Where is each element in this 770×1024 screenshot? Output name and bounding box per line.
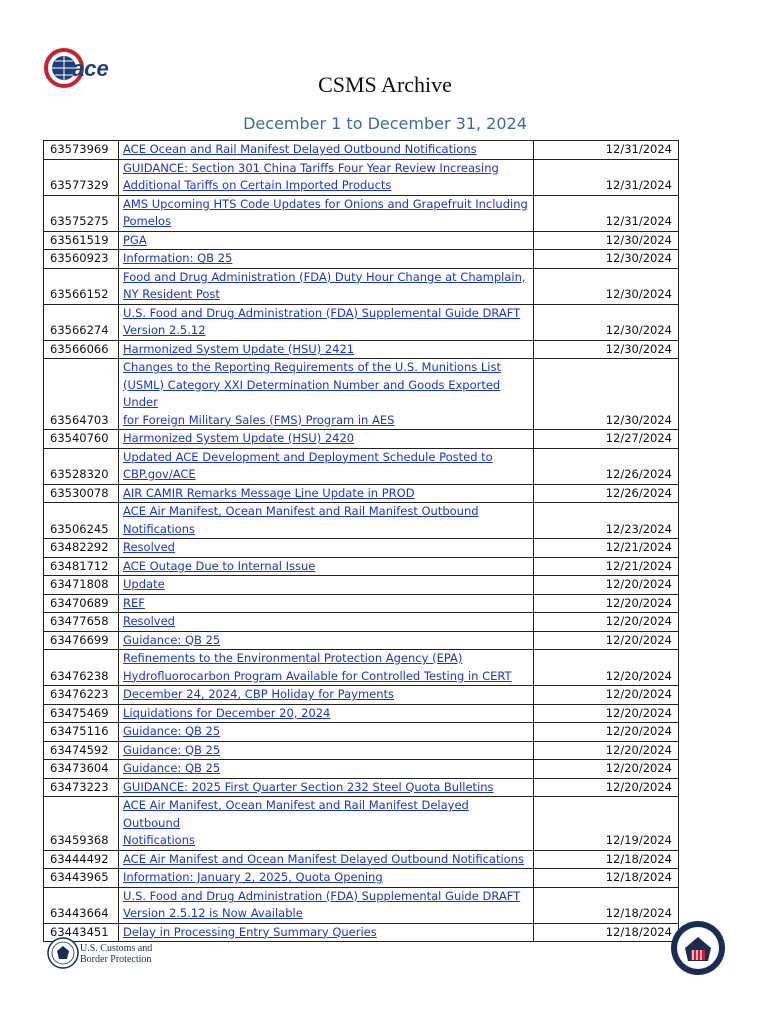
- subject-cell: [119, 159, 534, 195]
- page-title: CSMS Archive: [318, 72, 452, 97]
- subject-cell: [119, 250, 534, 269]
- subject-cell: [119, 141, 534, 160]
- csms-number: 63474592: [44, 741, 119, 760]
- table-row: [44, 923, 679, 942]
- cbp-agency-line1: U.S. Customs and: [80, 943, 153, 954]
- subject-link[interactable]: Harmonized System Update (HSU) 2421: [123, 341, 355, 356]
- subject-link[interactable]: Resolved: [123, 540, 175, 554]
- table-row: [44, 268, 679, 304]
- csms-number: 63475116: [44, 723, 119, 742]
- csms-number: 63561519: [44, 231, 119, 250]
- subject-cell: [119, 576, 534, 595]
- subject-link[interactable]: Guidance: QB 25: [123, 761, 221, 775]
- csms-number: 63577329: [44, 159, 119, 195]
- csms-number: 63530078: [44, 484, 119, 503]
- csms-number: 63476238: [44, 650, 119, 686]
- subject-link[interactable]: Information: January 2, 2025, Quota Opening: [123, 870, 383, 884]
- subject-link[interactable]: ACE Air Manifest, Ocean Manifest and Rail Manifest Delayed Outbound: [123, 798, 469, 830]
- table-row: [44, 484, 679, 503]
- table-row: [44, 650, 679, 686]
- subject-cell: [119, 195, 534, 231]
- table-row: [44, 741, 679, 760]
- subject-cell: [119, 923, 534, 942]
- table-row: [44, 778, 679, 797]
- subject-link[interactable]: Notifications: [123, 833, 195, 847]
- table-row: [44, 760, 679, 779]
- date-cell: 12/18/2024: [534, 887, 679, 923]
- date-cell: 12/30/2024: [534, 340, 679, 359]
- date-range-subtitle: December 1 to December 31, 2024: [243, 114, 527, 133]
- date-cell: 12/20/2024: [534, 686, 679, 705]
- csms-number: 63473223: [44, 778, 119, 797]
- date-cell: 12/18/2024: [534, 923, 679, 942]
- subject-link[interactable]: Information: QB 25: [123, 251, 233, 265]
- table-row: [44, 159, 679, 195]
- subject-link[interactable]: Delay in Processing Entry Summary Queries: [123, 924, 377, 939]
- csms-number: 63575275: [44, 195, 119, 231]
- date-cell: 12/26/2024: [534, 484, 679, 503]
- subject-cell: [119, 686, 534, 705]
- date-cell: 12/30/2024: [534, 304, 679, 340]
- date-cell: 12/31/2024: [534, 195, 679, 231]
- table-row: [44, 850, 679, 869]
- table-row: [44, 594, 679, 613]
- table-row: [44, 704, 679, 723]
- date-cell: 12/20/2024: [534, 704, 679, 723]
- subject-link[interactable]: Update: [123, 577, 165, 591]
- csms-number: 63443664: [44, 887, 119, 923]
- subject-link[interactable]: Harmonized System Update (HSU) 2420: [123, 431, 355, 445]
- subject-cell: [119, 484, 534, 503]
- csms-number: 63471808: [44, 576, 119, 595]
- subject-cell: [119, 631, 534, 650]
- csms-number: 63573969: [44, 141, 119, 160]
- date-cell: 12/20/2024: [534, 760, 679, 779]
- table-row: [44, 250, 679, 269]
- date-cell: 12/31/2024: [534, 159, 679, 195]
- table-row: [44, 359, 679, 430]
- subject-link[interactable]: CBP.gov/ACE: [123, 467, 196, 481]
- subject-link[interactable]: Changes to the Reporting Requirements of the U.S. Munitions List: [123, 360, 501, 374]
- table-row: [44, 557, 679, 576]
- subject-link[interactable]: (USML) Category XXI Determination Number and Goods Exported Under: [123, 377, 501, 409]
- subject-link[interactable]: ACE Ocean and Rail Manifest Delayed Outbound Notifications: [123, 142, 477, 156]
- csms-number: 63566152: [44, 268, 119, 304]
- date-cell: 12/30/2024: [534, 250, 679, 269]
- subject-cell: [119, 869, 534, 888]
- subject-cell: [119, 797, 534, 851]
- cbp-seal: [670, 920, 726, 976]
- subject-link[interactable]: Liquidations for December 20, 2024: [123, 705, 331, 720]
- subject-cell: [119, 613, 534, 632]
- table-row: [44, 231, 679, 250]
- csms-number: 63481712: [44, 557, 119, 576]
- date-cell: 12/19/2024: [534, 797, 679, 851]
- date-cell: 12/20/2024: [534, 613, 679, 632]
- subject-cell: [119, 359, 534, 430]
- csms-number: 63476699: [44, 631, 119, 650]
- date-cell: 12/31/2024: [534, 141, 679, 160]
- subject-link[interactable]: Refinements to the Environmental Protection Agency (EPA): [123, 651, 463, 665]
- date-cell: 12/27/2024: [534, 430, 679, 449]
- subject-link[interactable]: U.S. Food and Drug Administration (FDA) Supplemental Guide DRAFT: [123, 305, 521, 320]
- csms-number: 63566274: [44, 304, 119, 340]
- date-cell: 12/20/2024: [534, 723, 679, 742]
- date-cell: 12/20/2024: [534, 741, 679, 760]
- table-row: [44, 887, 679, 923]
- cbp-agency-line2: Border Protection: [80, 954, 152, 965]
- subject-link[interactable]: ACE Air Manifest and Ocean Manifest Delayed Outbound Notifications: [123, 851, 524, 866]
- date-cell: 12/23/2024: [534, 503, 679, 539]
- subject-cell: [119, 887, 534, 923]
- table-row: [44, 723, 679, 742]
- table-row: [44, 448, 679, 484]
- table-row: [44, 869, 679, 888]
- subject-cell: [119, 340, 534, 359]
- csms-number: 63443451: [44, 923, 119, 942]
- subject-link[interactable]: Guidance: QB 25: [123, 632, 221, 647]
- date-cell: 12/30/2024: [534, 268, 679, 304]
- subject-link[interactable]: Guidance: QB 25: [123, 742, 221, 757]
- table-row: [44, 141, 679, 160]
- csms-number: 63459368: [44, 797, 119, 851]
- subject-link[interactable]: Guidance: QB 25: [123, 724, 221, 738]
- subject-cell: [119, 304, 534, 340]
- subject-cell: [119, 850, 534, 869]
- cbp-agency-name: [80, 943, 152, 965]
- subject-link[interactable]: U.S. Food and Drug Administration (FDA) Supplemental Guide DRAFT: [123, 888, 521, 903]
- subject-link[interactable]: Pomelos: [123, 214, 172, 228]
- subject-link[interactable]: NY Resident Post: [123, 287, 220, 301]
- csms-number: 63528320: [44, 448, 119, 484]
- table-row: [44, 797, 679, 851]
- subject-link[interactable]: AMS Upcoming HTS Code Updates for Onions and Grapefruit Including: [123, 196, 528, 211]
- subject-cell: [119, 557, 534, 576]
- date-cell: 12/20/2024: [534, 594, 679, 613]
- subject-link[interactable]: Version 2.5.12: [123, 323, 206, 337]
- subject-cell: [119, 704, 534, 723]
- csms-number: 63473604: [44, 760, 119, 779]
- subject-link[interactable]: Version 2.5.12 is Now Available: [123, 906, 303, 920]
- subject-link[interactable]: REF: [123, 595, 145, 610]
- date-cell: 12/26/2024: [534, 448, 679, 484]
- subject-link[interactable]: Updated ACE Development and Deployment Schedule Posted to: [123, 449, 493, 464]
- subject-cell: [119, 268, 534, 304]
- date-cell: 12/20/2024: [534, 631, 679, 650]
- table-row: [44, 576, 679, 595]
- table-row: [44, 195, 679, 231]
- subject-cell: [119, 231, 534, 250]
- date-cell: 12/30/2024: [534, 231, 679, 250]
- subject-link[interactable]: for Foreign Military Sales (FMS) Program in AES: [123, 412, 395, 427]
- table-row: [44, 430, 679, 449]
- cbp-logo: [46, 935, 80, 971]
- csms-number: 63475469: [44, 704, 119, 723]
- subject-link[interactable]: ACE Air Manifest, Ocean Manifest and Rail Manifest Outbound: [123, 504, 479, 518]
- csms-number: 63506245: [44, 503, 119, 539]
- table-row: [44, 631, 679, 650]
- date-cell: 12/30/2024: [534, 359, 679, 430]
- subject-link[interactable]: Notifications: [123, 521, 195, 536]
- subject-cell: [119, 448, 534, 484]
- subject-link[interactable]: ACE Outage Due to Internal Issue: [123, 558, 316, 573]
- subject-cell: [119, 430, 534, 449]
- date-cell: 12/20/2024: [534, 650, 679, 686]
- date-cell: 12/21/2024: [534, 539, 679, 558]
- table-row: [44, 304, 679, 340]
- csms-number: 63564703: [44, 359, 119, 430]
- subject-link[interactable]: Resolved: [123, 614, 175, 628]
- table-row: [44, 503, 679, 539]
- subject-cell: [119, 594, 534, 613]
- subject-link[interactable]: December 24, 2024, CBP Holiday for Payments: [123, 687, 395, 701]
- table-row: [44, 340, 679, 359]
- csms-number: 63477658: [44, 613, 119, 632]
- csms-number: 63476223: [44, 686, 119, 705]
- date-cell: 12/20/2024: [534, 576, 679, 595]
- subject-cell: [119, 650, 534, 686]
- subject-cell: [119, 741, 534, 760]
- date-cell: 12/18/2024: [534, 869, 679, 888]
- subject-cell: [119, 723, 534, 742]
- subject-cell: [119, 760, 534, 779]
- subject-cell: [119, 778, 534, 797]
- csms-number: 63482292: [44, 539, 119, 558]
- csms-number: 63443965: [44, 869, 119, 888]
- subject-link[interactable]: PGA: [123, 232, 147, 247]
- subject-link[interactable]: AIR CAMIR Remarks Message Line Update in PROD: [123, 485, 415, 500]
- subject-link[interactable]: Hydrofluorocarbon Program Available for Controlled Testing in CERT: [123, 668, 512, 683]
- date-cell: 12/20/2024: [534, 778, 679, 797]
- table-row: [44, 539, 679, 558]
- csms-number: 63470689: [44, 594, 119, 613]
- date-cell: 12/18/2024: [534, 850, 679, 869]
- csms-table: [43, 140, 679, 942]
- table-row: [44, 686, 679, 705]
- csms-number: 63444492: [44, 850, 119, 869]
- csms-number: 63540760: [44, 430, 119, 449]
- subject-link[interactable]: GUIDANCE: Section 301 China Tariffs Four Year Review Increasing: [123, 160, 499, 175]
- subject-cell: [119, 503, 534, 539]
- csms-number: 63566066: [44, 340, 119, 359]
- subject-link[interactable]: Additional Tariffs on Certain Imported Products: [123, 178, 392, 192]
- table-row: [44, 613, 679, 632]
- date-cell: 12/21/2024: [534, 557, 679, 576]
- subject-link[interactable]: GUIDANCE: 2025 First Quarter Section 232 Steel Quota Bulletins: [123, 779, 494, 794]
- ace-logo-text: ace: [72, 56, 109, 81]
- csms-number: 63560923: [44, 250, 119, 269]
- subject-cell: [119, 539, 534, 558]
- subject-link[interactable]: Food and Drug Administration (FDA) Duty Hour Change at Champlain,: [123, 269, 526, 284]
